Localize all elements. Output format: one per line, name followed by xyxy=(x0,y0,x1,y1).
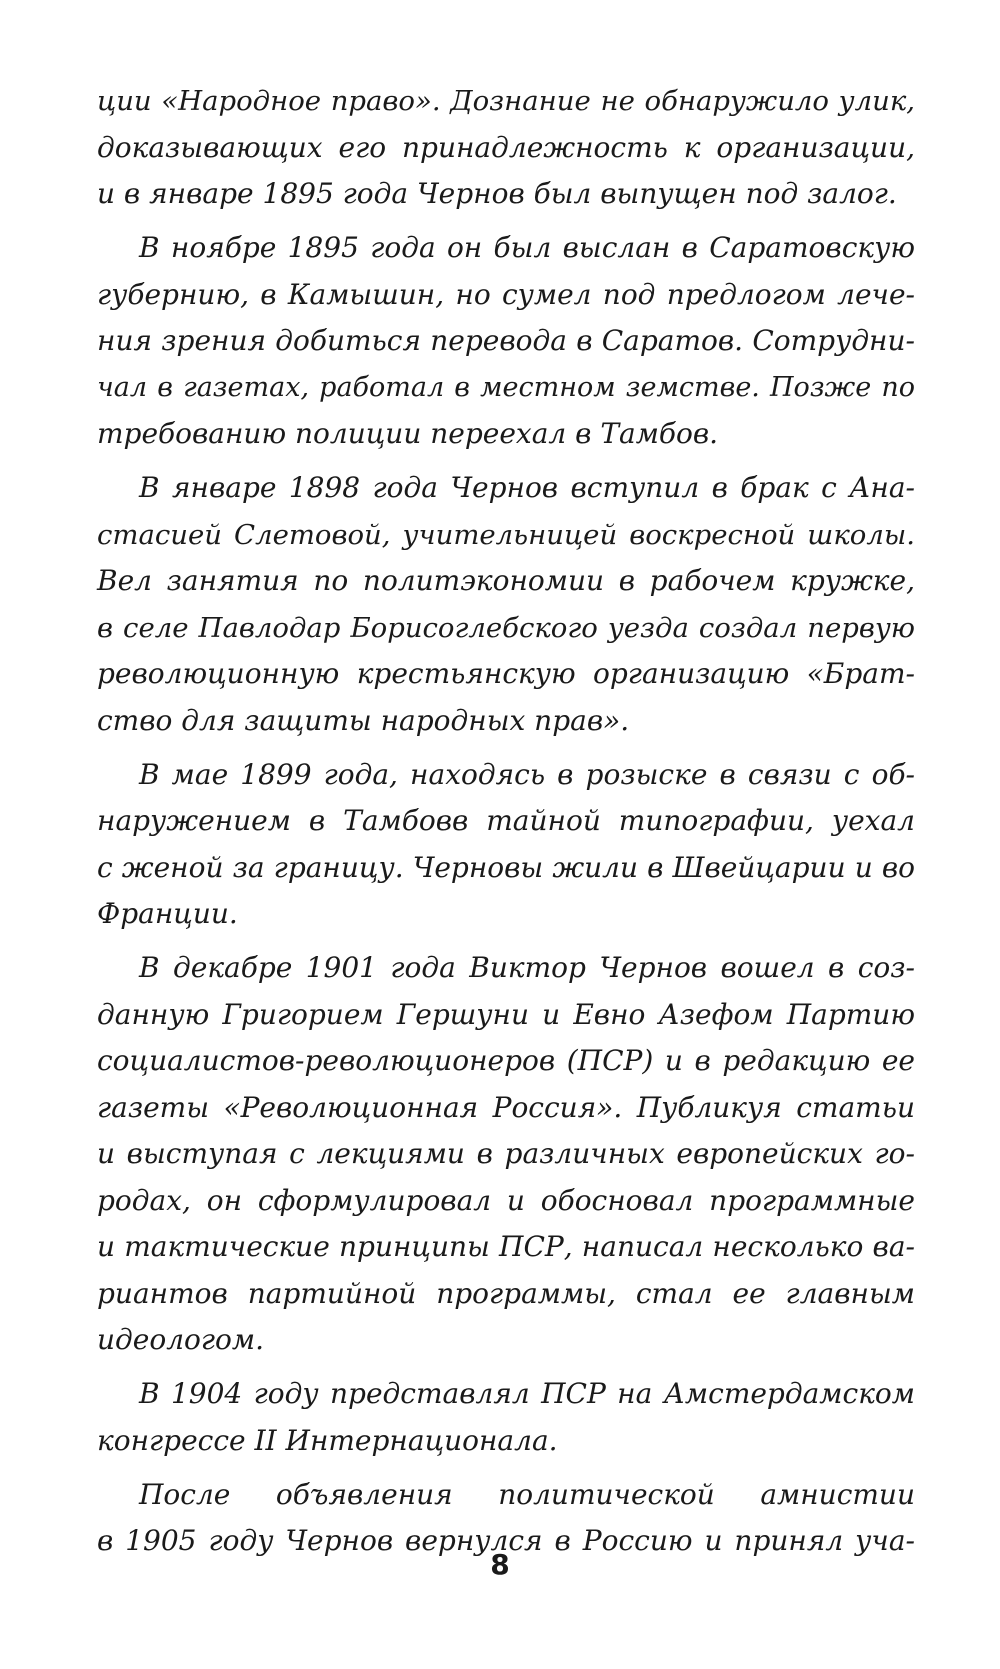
text-line: В 1904 году представлял ПСР на Амстердамском xyxy=(139,1377,915,1410)
text-line: социалистов-революционеров (ПСР) и в редакцию ее xyxy=(97,1044,915,1077)
text-line: в селе Павлодар Борисоглебского уезда создал первую xyxy=(97,611,915,644)
page-number: 8 xyxy=(490,1548,510,1581)
text-line: данную Григорием Гершуни и Евно Азефом Партию xyxy=(97,997,915,1031)
text-line: и выступая с лекциями в различных европейских го- xyxy=(97,1137,915,1170)
text-line: В мае 1899 года, находясь в розыске в связи с об- xyxy=(139,757,915,791)
text-line: конгрессе II Интернационала. xyxy=(97,1423,558,1457)
text-line: газеты «Революционная Россия». Публикуя статьи xyxy=(97,1090,915,1124)
text-line: родах, он сформулировал и обосновал программные xyxy=(97,1183,915,1217)
text-line: революционную крестьянскую организацию «Брат- xyxy=(97,657,915,690)
text-line: с женой за границу. Черновы жили в Швейцарии и во xyxy=(97,850,915,884)
body-text xyxy=(97,78,915,1565)
text-line: идеологом. xyxy=(97,1323,265,1356)
paragraph xyxy=(97,945,915,1364)
text-line: доказывающих его принадлежность к организации, xyxy=(97,130,915,164)
text-line: чал в газетах, работал в местном земстве. Позже по xyxy=(97,371,915,403)
paragraph xyxy=(97,752,915,938)
paragraph xyxy=(97,78,915,218)
text-line: и тактические принципы ПСР, написал несколько ва- xyxy=(97,1230,915,1263)
text-line: В январе 1898 года Чернов вступил в брак с Ана- xyxy=(139,471,915,504)
text-line: и в январе 1895 года Чернов был выпущен под залог. xyxy=(97,177,897,210)
text-line: В ноябре 1895 года он был выслан в Саратовскую xyxy=(139,231,915,264)
paragraph xyxy=(97,465,915,744)
text-line: В декабре 1901 года Виктор Чернов вошел в соз- xyxy=(139,951,915,984)
text-line: требованию полиции переехал в Тамбов. xyxy=(97,417,719,450)
paragraph xyxy=(97,1371,915,1464)
text-line: в 1905 году Чернов вернулся в Россию и принял уча- xyxy=(97,1524,915,1557)
text-line: наружением в Тамбовв тайной типографии, уехал xyxy=(97,804,915,837)
text-line: Франции. xyxy=(97,897,238,930)
text-line: ство для защиты народных прав». xyxy=(97,703,630,737)
text-line: После объявления политической амнистии xyxy=(139,1477,915,1511)
text-line: стасией Слетовой, учительницей воскресной школы. xyxy=(97,518,915,551)
text-line: ния зрения добиться перевода в Саратов. Сотрудни- xyxy=(97,324,915,357)
text-line: риантов партийной программы, стал ее главным xyxy=(97,1276,915,1310)
text-line: ции «Народное право». Дознание не обнаружило улик, xyxy=(97,85,915,117)
paragraph xyxy=(97,225,915,458)
text-line: Вел занятия по политэкономии в рабочем кружке, xyxy=(97,564,915,597)
text-line: губернию, в Камышин, но сумел под предлогом лече- xyxy=(97,277,915,311)
